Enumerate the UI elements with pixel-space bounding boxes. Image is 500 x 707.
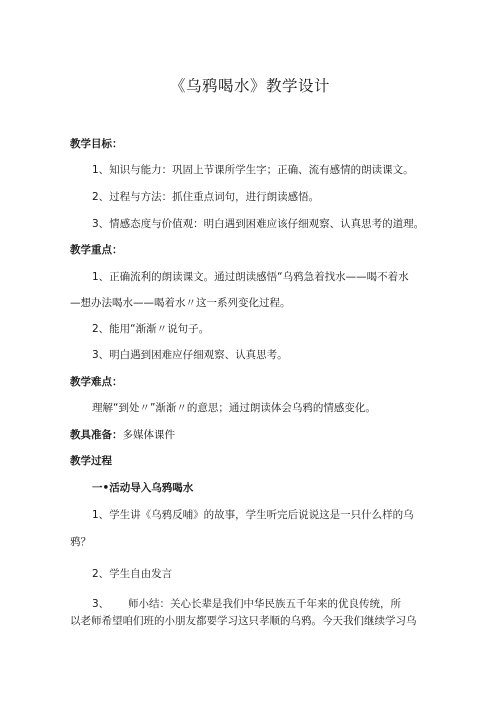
process-item-1-line-2: 鸦？ [70, 536, 91, 548]
key-points-heading: 教学重点： [70, 244, 123, 256]
prep-heading: 教具准备： [70, 429, 123, 441]
prep-value: 多媒体课件 [122, 429, 175, 441]
process-subheading: 一•活动导入乌鸦喝水 [92, 482, 194, 494]
objectives-item-1: 1、知识与能力：巩固上节课所学生字；正确、流有感情的朗读课文。 [92, 164, 414, 176]
process-heading: 教学过程 [70, 455, 112, 467]
difficulties-heading: 教学难点： [70, 376, 123, 388]
process-item-3-number: 3、 [92, 598, 110, 610]
key-points-item-1-line-1: 1、正确流利的朗读课文。通过朗读感悟“乌鸦急着找水——喝不着水 [92, 271, 409, 283]
key-points-item-2: 2、能用“渐渐〃说句子。 [92, 323, 210, 335]
difficulties-item: 理解“到处〃”渐渐〃的意思；通过朗读体会乌鸦的情感变化。 [92, 402, 376, 414]
process-item-3-line-1: 师小结：关心长辈是我们中华民族五千年来的优良传统，所 [128, 598, 401, 610]
process-item-1-line-1: 1、学生讲《乌鸦反哺》的故事，学生听完后说说这是一只什么样的乌 [92, 509, 414, 521]
objectives-item-2: 2、过程与方法：抓住重点词句，进行朗读感悟。 [92, 191, 320, 203]
key-points-item-1-line-2: —想办法喝水——喝着水〃这一系列变化过程。 [70, 297, 291, 309]
page-title: 《乌鸦喝水》教学设计 [169, 77, 330, 95]
process-item-3-line-2: 以老师希望咱们班的小朋友都要学习这只孝顺的乌鸦。今天我们继续学习乌 [70, 615, 417, 627]
process-item-2: 2、学生自由发言 [92, 568, 173, 580]
key-points-item-3: 3、明白遇到困难应仔细观察、认真思考。 [92, 349, 288, 361]
objectives-item-3: 3、情感态度与价值观：明白遇到困难应该仔细观察、认真思考的道理。 [92, 218, 425, 230]
objectives-heading: 教学目标： [70, 138, 123, 150]
prep-line [70, 428, 175, 442]
